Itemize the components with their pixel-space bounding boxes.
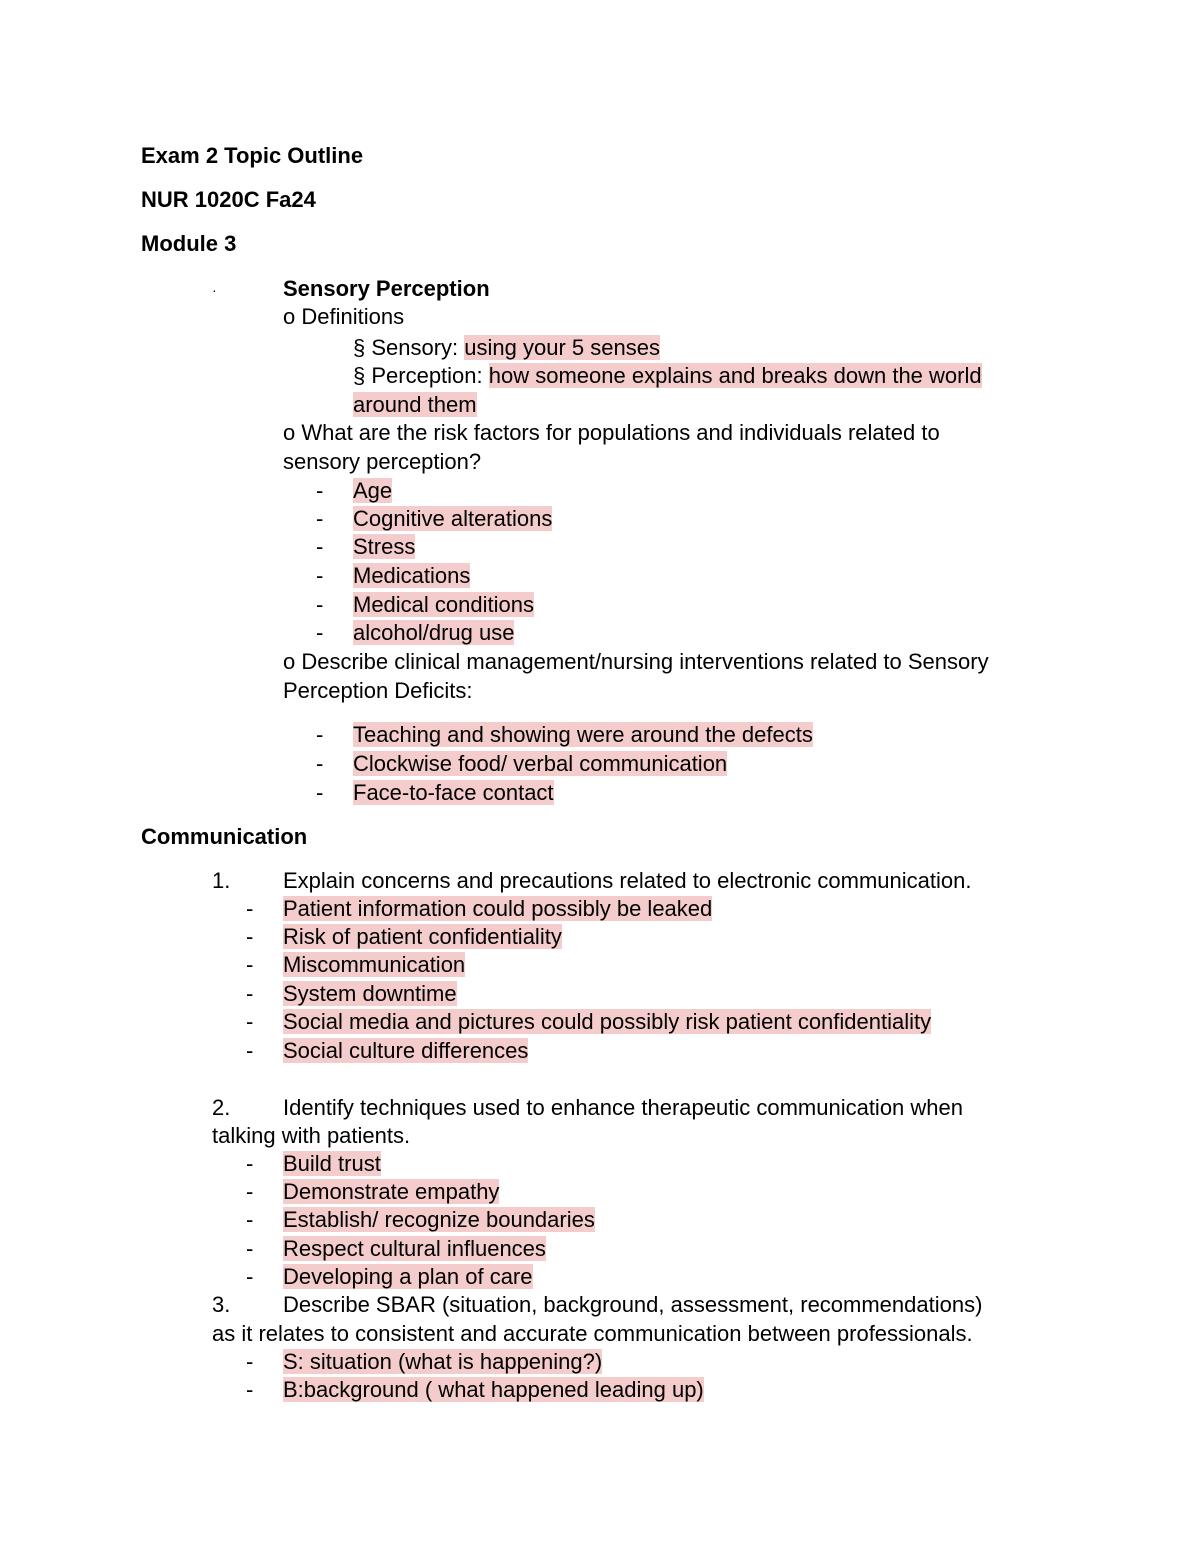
list-item: Establish/ recognize boundaries	[283, 1207, 595, 1232]
list-item: System downtime	[283, 981, 457, 1006]
list-item: Cognitive alterations	[353, 506, 553, 531]
course-code: NUR 1020C Fa24	[141, 187, 316, 212]
module-heading: Module 3	[141, 231, 237, 256]
perception-definition-cont	[353, 391, 477, 419]
list-item: Clockwise food/ verbal communication	[353, 751, 728, 776]
list-dash: -	[316, 478, 324, 503]
list-dash: -	[246, 896, 254, 921]
sensory-definition-label: § Sensory:	[353, 335, 465, 360]
perception-definition-label: § Perception:	[353, 363, 489, 388]
list-item: Teaching and showing were around the defects	[353, 722, 813, 747]
list-dash: -	[246, 1009, 254, 1034]
list-item: Social media and pictures could possibly risk patient confidentiality	[283, 1009, 932, 1034]
list-dash: -	[246, 952, 254, 977]
list-dash: -	[316, 722, 324, 747]
section-bullet: ·	[212, 282, 217, 298]
list-item: Patient information could possibly be leaked	[283, 896, 713, 921]
list-item: Developing a plan of care	[283, 1264, 533, 1289]
list-item: Social culture differences	[283, 1038, 529, 1063]
perception-definition-answer: how someone explains and breaks down the world	[488, 363, 982, 388]
list-dash: -	[246, 1207, 254, 1232]
list-dash: -	[246, 1038, 254, 1063]
list-dash: -	[316, 620, 324, 645]
question-number: 3.	[212, 1292, 231, 1317]
list-item: Medications	[353, 563, 471, 588]
list-dash: -	[246, 1151, 254, 1176]
question-number: 1.	[212, 868, 231, 893]
list-item: Risk of patient confidentiality	[283, 924, 562, 949]
risk-factors-question-cont: sensory perception?	[283, 449, 482, 474]
list-item: alcohol/drug use	[353, 620, 515, 645]
list-dash: -	[316, 563, 324, 588]
list-item: S: situation (what is happening?)	[283, 1349, 603, 1374]
list-dash: -	[316, 592, 324, 617]
question-3-text: Describe SBAR (situation, background, assessment, recommendations)	[283, 1292, 983, 1317]
list-item: Miscommunication	[283, 952, 466, 977]
list-item: B:background ( what happened leading up)	[283, 1377, 704, 1402]
list-item: Medical conditions	[353, 592, 534, 617]
list-dash: -	[246, 1264, 254, 1289]
list-dash: -	[316, 751, 324, 776]
question-1-text: Explain concerns and precautions related to electronic communication.	[283, 868, 972, 893]
list-item: Build trust	[283, 1151, 381, 1176]
list-item: Stress	[353, 534, 416, 559]
definitions-label: o Definitions	[283, 304, 405, 329]
list-item: Face-to-face contact	[353, 780, 554, 805]
list-dash: -	[246, 1236, 254, 1261]
question-2-text: Identify techniques used to enhance therapeutic communication when	[283, 1095, 963, 1120]
list-dash: -	[316, 534, 324, 559]
question-2-text-cont: talking with patients.	[212, 1123, 411, 1148]
list-dash: -	[246, 1377, 254, 1402]
sensory-definition-answer: using your 5 senses	[464, 335, 660, 360]
page-title: Exam 2 Topic Outline	[141, 143, 364, 168]
list-dash: -	[246, 1179, 254, 1204]
management-question-cont: Perception Deficits:	[283, 678, 473, 703]
list-dash: -	[316, 506, 324, 531]
list-dash: -	[246, 924, 254, 949]
management-question: o Describe clinical management/nursing interventions related to Sensory	[283, 649, 989, 674]
question-number: 2.	[212, 1095, 231, 1120]
question-3-text-cont: as it relates to consistent and accurate communication between professionals.	[212, 1321, 973, 1346]
list-dash: -	[246, 1349, 254, 1374]
list-item: Demonstrate empathy	[283, 1179, 500, 1204]
risk-factors-question: o What are the risk factors for populations and individuals related to	[283, 420, 940, 445]
list-item: Respect cultural influences	[283, 1236, 546, 1261]
list-item: Age	[353, 478, 393, 503]
list-dash: -	[246, 981, 254, 1006]
sensory-definition	[353, 334, 660, 362]
perception-definition-answer-cont: around them	[353, 392, 477, 417]
sensory-heading: Sensory Perception	[283, 276, 490, 301]
communication-heading: Communication	[141, 824, 308, 849]
perception-definition	[353, 362, 982, 390]
list-dash: -	[316, 780, 324, 805]
